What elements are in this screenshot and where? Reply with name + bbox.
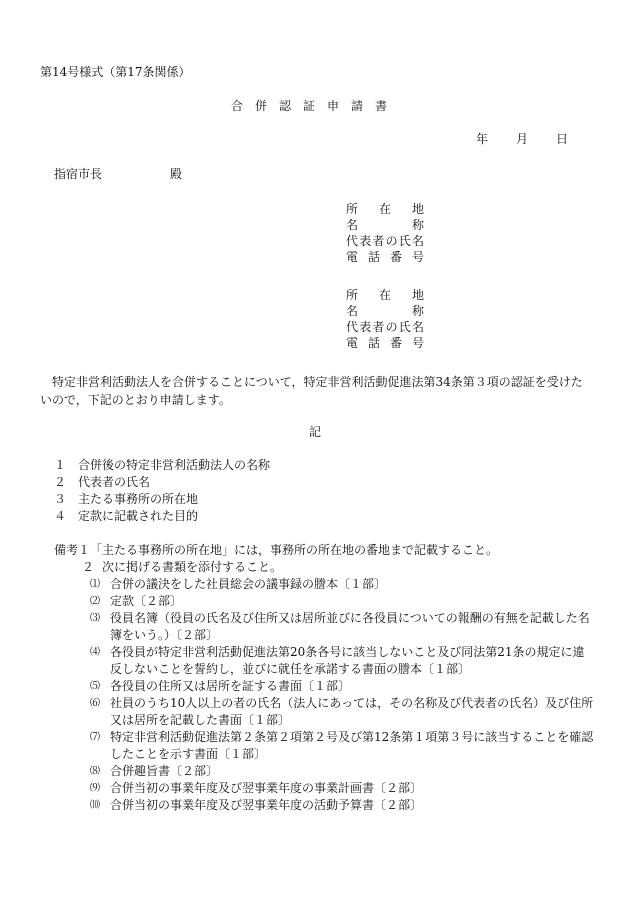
doc-number: ⑴: [90, 579, 100, 590]
list-item: [54, 576, 594, 593]
item-number: ４: [54, 509, 67, 523]
list-item: [54, 593, 594, 610]
doc-text: 特定非営利活動促進法第２条第２項第２号及び第12条第１項第３号に該当することを確認したことを示す書面〔１部〕: [110, 730, 594, 761]
list-item: [54, 457, 270, 474]
list-item: [54, 729, 594, 763]
list-item: [54, 780, 594, 797]
label-name: 名称: [346, 218, 424, 232]
doc-number: ⑵: [90, 596, 100, 607]
doc-number: ⑷: [90, 647, 100, 658]
item-number: １: [54, 458, 67, 472]
item-number: ２: [54, 475, 67, 489]
ki-heading: 記: [309, 425, 322, 439]
doc-text: 合併当初の事業年度及び翌事業年度の活動予算書〔２部〕: [110, 798, 423, 812]
doc-number: ⑹: [90, 698, 100, 709]
list-item: [54, 797, 594, 814]
date-month: 月: [516, 132, 529, 146]
doc-number: ⑶: [90, 613, 100, 624]
remarks-note-1: 「主たる事務所の所在地」には，事務所の所在地の番地まで記載すること。: [90, 543, 499, 557]
doc-number: ⑽: [90, 800, 100, 811]
remarks-note-2-number: ２: [82, 560, 95, 574]
doc-text: 定款〔２部〕: [110, 594, 183, 608]
list-item: [54, 695, 594, 729]
list-item: [54, 644, 594, 678]
date-year: 年: [476, 132, 489, 146]
item-text: 定款に記載された目的: [78, 509, 199, 523]
list-item: [54, 678, 594, 695]
label-address: 所在地: [346, 202, 424, 216]
list-item: [54, 491, 270, 508]
item-number: ３: [54, 492, 67, 506]
item-text: 主たる事務所の所在地: [78, 492, 199, 506]
doc-text: 社員のうち10人以上の者の氏名（法人にあっては，その名称及び代表者の氏名）及び住所又は居所を記載した書面〔１部〕: [110, 696, 594, 727]
doc-number: ⑻: [90, 766, 100, 777]
doc-text: 各役員の住所又は居所を証する書面〔１部〕: [110, 679, 351, 693]
doc-text: 各役員が特定非営利活動促進法第20条各号に該当しないこと及び同法第21条の規定に違反しないことを誓約し，並びに就任を承諾する書面の謄本〔１部〕: [110, 645, 585, 676]
item-text: 合併後の特定非営利活動法人の名称: [78, 458, 271, 472]
addressee-honorific: 殿: [170, 167, 183, 181]
body-paragraph: 特定非営利活動法人を合併することについて，特定非営利活動促進法第34条第３項の認証を受けたいので，下記のとおり申請します。: [40, 375, 583, 407]
label-representative: 代表者の氏名: [346, 234, 424, 248]
doc-text: 合併当初の事業年度及び翌事業年度の事業計画書〔２部〕: [110, 781, 423, 795]
document-title: 合併認証申請書: [231, 99, 400, 113]
label-phone: 電話番号: [346, 250, 424, 264]
list-item: [54, 474, 270, 491]
item-list: [54, 457, 270, 525]
doc-number: ⑼: [90, 783, 100, 794]
doc-text: 役員名簿（役員の氏名及び住所又は居所並びに各役員についての報酬の有無を記載した名簿をいう。）〔２部〕: [110, 611, 590, 642]
label-representative: 代表者の氏名: [346, 320, 424, 334]
list-item: [54, 763, 594, 780]
label-address: 所在地: [346, 288, 424, 302]
doc-number: ⑺: [90, 732, 100, 743]
remarks-note-2: 次に掲げる書類を添付すること。: [102, 560, 283, 574]
remarks-heading: 備考１: [54, 543, 91, 557]
addressee: [54, 166, 182, 182]
form-number: 第14号様式（第17条関係）: [40, 65, 191, 79]
date-line: [476, 131, 568, 147]
label-phone: 電話番号: [346, 336, 424, 350]
doc-text: 合併の議決をした社員総会の議事録の謄本〔１部〕: [110, 577, 387, 591]
item-text: 代表者の氏名: [78, 475, 151, 489]
doc-number: ⑸: [90, 681, 100, 692]
addressee-name: 指宿市長: [54, 167, 103, 181]
date-day: 日: [556, 132, 569, 146]
applicant-block-2: [346, 287, 424, 351]
remarks-section: [54, 542, 594, 814]
label-name: 名称: [346, 304, 424, 318]
doc-text: 合併趣旨書〔２部〕: [110, 764, 219, 778]
list-item: [54, 508, 270, 525]
list-item: [54, 610, 594, 644]
applicant-block-1: [346, 201, 424, 265]
